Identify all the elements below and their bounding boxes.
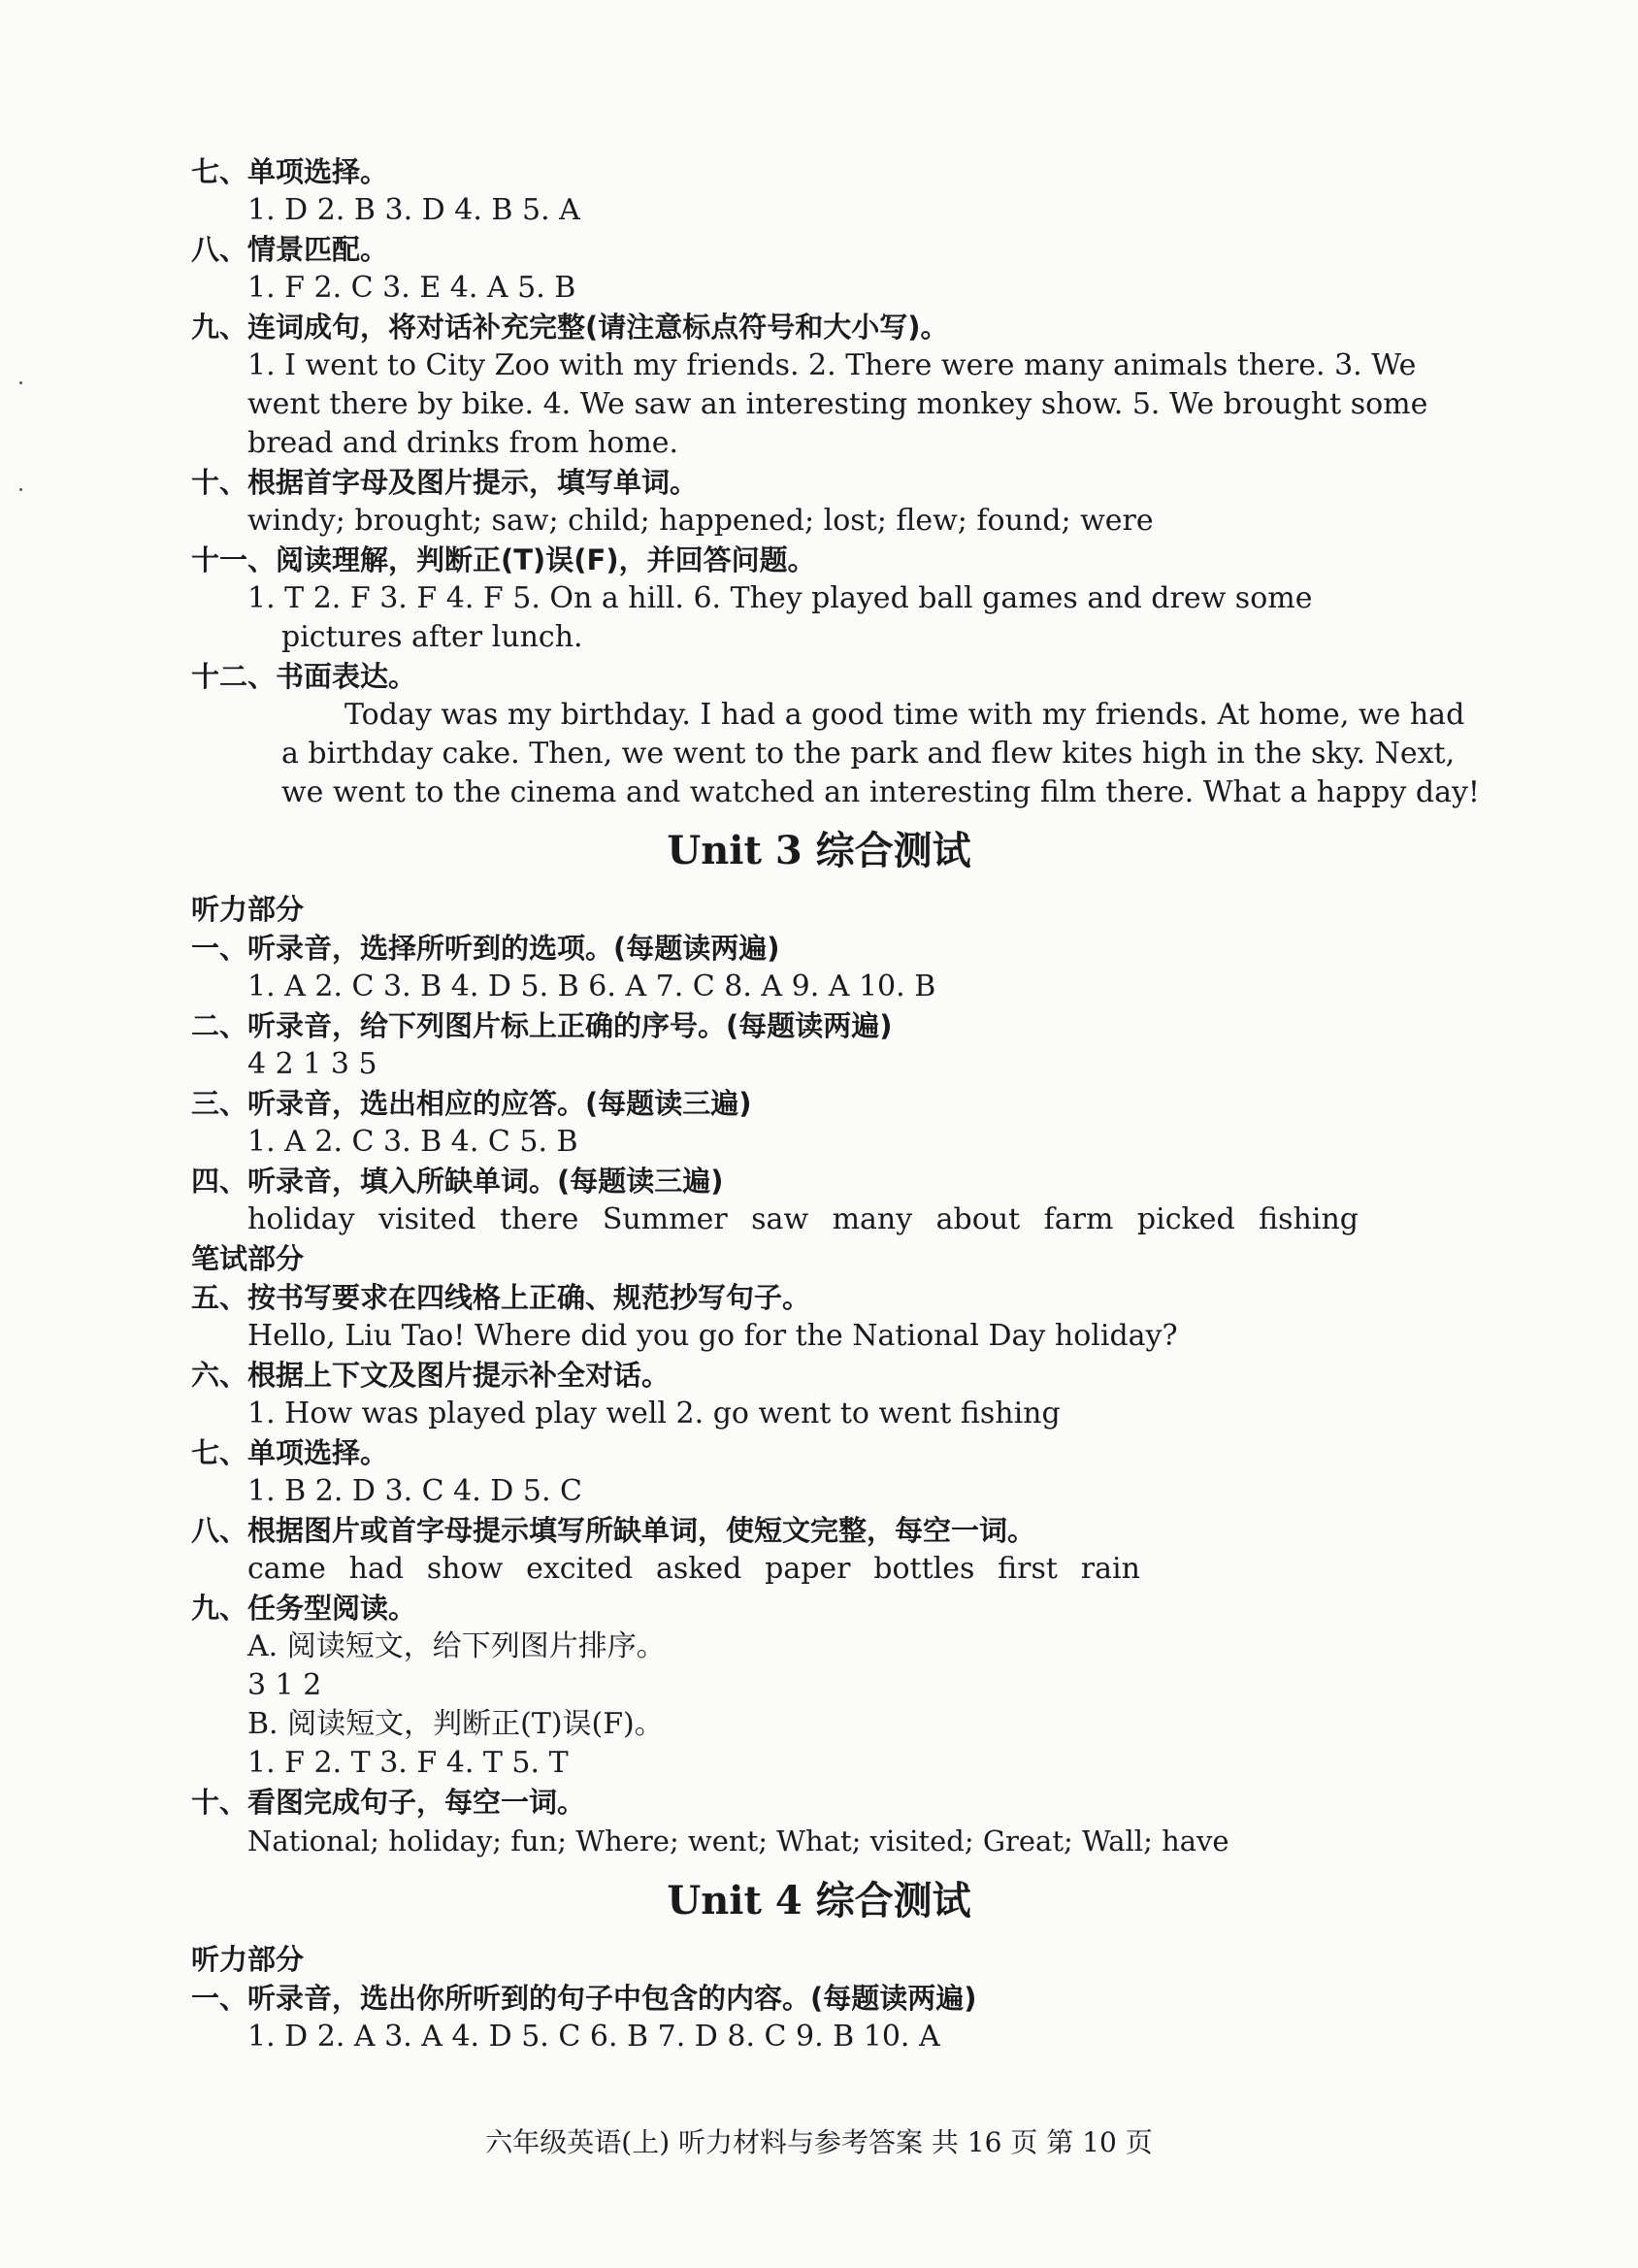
section-heading: 六、根据上下文及图片提示补全对话。 — [191, 1359, 671, 1392]
section-heading: 十、根据首字母及图片提示，填写单词。 — [191, 466, 699, 499]
answer-line: 1. F 2. T 3. F 4. T 5. T — [247, 1746, 569, 1780]
answer-line: 1. T 2. F 3. F 4. F 5. On a hill. 6. They played ball games and drew some — [247, 581, 1313, 615]
answer-line: went there by bike. 4. We saw an interesting monkey show. 5. We brought some — [247, 387, 1428, 421]
section-heading: 四、听录音，填入所缺单词。(每题读三遍) — [191, 1165, 724, 1198]
answer-line: 1. A 2. C 3. B 4. D 5. B 6. A 7. C 8. A 9. A 10. B — [247, 970, 936, 1003]
answer-line: 1. I went to City Zoo with my friends. 2. There were many animals there. 3. We — [247, 348, 1417, 382]
answer-line: windy; brought; saw; child; happened; lost; flew; found; were — [247, 504, 1154, 538]
section-heading: 九、任务型阅读。 — [191, 1592, 417, 1625]
essay-line: Today was my birthday. I had a good time with my friends. At home, we had — [344, 698, 1465, 732]
section-heading: 八、情景匹配。 — [191, 233, 389, 266]
answer-word: bottles — [873, 1552, 975, 1586]
answer-word: saw — [751, 1202, 809, 1236]
answer-word: picked — [1136, 1202, 1235, 1236]
sub-heading: A. 阅读短文，给下列图片排序。 — [247, 1629, 666, 1663]
answer-line: 1. A 2. C 3. B 4. C 5. B — [247, 1125, 578, 1159]
section-heading: 五、按书写要求在四线格上正确、规范抄写句子。 — [191, 1281, 811, 1314]
answer-word: there — [500, 1202, 579, 1236]
section-heading: 十一、阅读理解，判断正(T)误(F)，并回答问题。 — [191, 543, 816, 576]
answer-line: 1. D 2. B 3. D 4. B 5. A — [247, 193, 580, 227]
section-heading: 三、听录音，选出相应的应答。(每题读三遍) — [191, 1087, 752, 1120]
unit-title: Unit 3 综合测试 — [667, 828, 971, 873]
answer-line: pictures after lunch. — [281, 620, 583, 654]
section-heading: 一、听录音，选出你所听到的句子中包含的内容。(每题读两遍) — [191, 1982, 977, 2015]
answer-line: bread and drinks from home. — [247, 426, 679, 460]
answer-word: first — [998, 1552, 1058, 1586]
section-heading: 七、单项选择。 — [191, 155, 389, 188]
answer-word: about — [935, 1202, 1021, 1236]
answer-word: many — [832, 1202, 913, 1236]
scan-mark — [19, 488, 22, 491]
word-row — [247, 1200, 1359, 1239]
word-row — [247, 1550, 1140, 1589]
answer-line: 4 2 1 3 5 — [247, 1047, 377, 1081]
answer-word: fishing — [1259, 1202, 1359, 1236]
section-heading: 十二、书面表达。 — [191, 660, 417, 693]
answer-word: farm — [1043, 1202, 1114, 1236]
page-footer: 六年级英语(上) 听力材料与参考答案 共 16 页 第 10 页 — [485, 2126, 1153, 2158]
answer-word: Summer — [602, 1202, 728, 1236]
answer-line: 3 1 2 — [247, 1668, 322, 1702]
scan-mark — [19, 381, 22, 384]
section-heading: 二、听录音，给下列图片标上正确的序号。(每题读两遍) — [191, 1009, 893, 1042]
part-label: 笔试部分 — [191, 1242, 305, 1275]
section-heading: 一、听录音，选择所听到的选项。(每题读两遍) — [191, 932, 780, 965]
answer-word: show — [426, 1552, 504, 1586]
section-heading: 八、根据图片或首字母提示填写所缺单词，使短文完整，每空一词。 — [191, 1514, 1036, 1547]
section-heading: 十、看图完成句子，每空一词。 — [191, 1786, 586, 1819]
section-heading: 七、单项选择。 — [191, 1436, 389, 1469]
answer-word: holiday — [247, 1202, 355, 1236]
section-heading: 九、连词成句，将对话补充完整(请注意标点符号和大小写)。 — [191, 311, 949, 344]
answer-word: excited — [526, 1552, 634, 1586]
essay-line: a birthday cake. Then, we went to the park and flew kites high in the sky. Next, — [281, 737, 1456, 771]
answer-word: paper — [765, 1552, 851, 1586]
answer-word: came — [247, 1552, 326, 1586]
answer-line: 1. B 2. D 3. C 4. D 5. C — [247, 1474, 582, 1508]
answer-line: 1. F 2. C 3. E 4. A 5. B — [247, 271, 576, 305]
answer-word: visited — [378, 1202, 476, 1236]
answer-word: had — [348, 1552, 405, 1586]
sub-heading: B. 阅读短文，判断正(T)误(F)。 — [247, 1707, 664, 1741]
unit-title: Unit 4 综合测试 — [667, 1878, 971, 1923]
answer-word: asked — [655, 1552, 742, 1586]
part-label: 听力部分 — [191, 893, 305, 926]
part-label: 听力部分 — [191, 1943, 305, 1976]
answer-line: 1. D 2. A 3. A 4. D 5. C 6. B 7. D 8. C 9. B 10. A — [247, 2020, 940, 2054]
answer-line: 1. How was played play well 2. go went to went fishing — [247, 1397, 1061, 1430]
answer-line: Hello, Liu Tao! Where did you go for the National Day holiday? — [247, 1319, 1178, 1353]
essay-line: we went to the cinema and watched an interesting film there. What a happy day! — [281, 775, 1480, 809]
answer-line: National; holiday; fun; Where; went; What; visited; Great; Wall; have — [247, 1824, 1229, 1857]
answer-word: rain — [1080, 1552, 1140, 1586]
